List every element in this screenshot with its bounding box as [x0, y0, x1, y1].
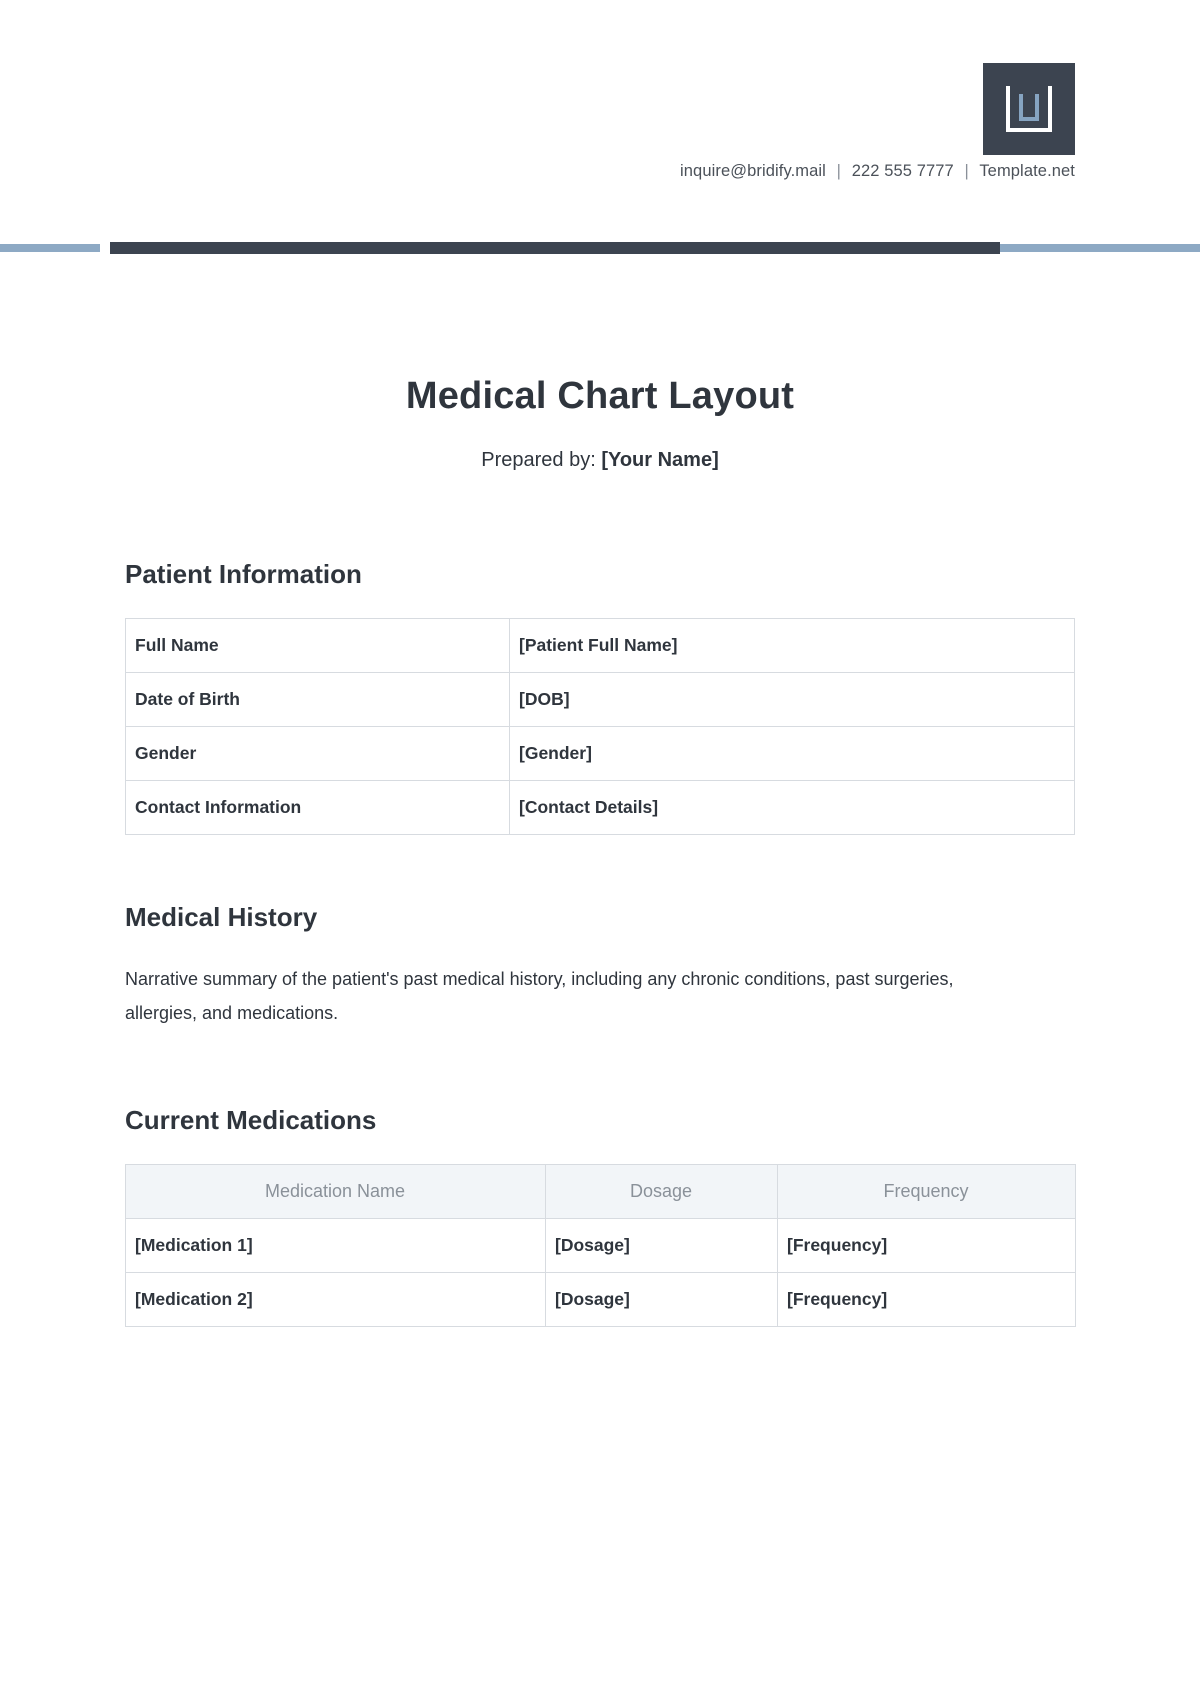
patient-field-value[interactable]: [Patient Full Name] — [510, 619, 1075, 673]
section-heading-patient-information: Patient Information — [125, 559, 362, 589]
column-header-medication-name: Medication Name — [126, 1165, 546, 1219]
contact-phone: 222 555 7777 — [851, 162, 954, 180]
contact-separator-2: | — [964, 162, 969, 180]
document-body — [0, 375, 1200, 1327]
medication-frequency-cell[interactable]: [Frequency] — [778, 1219, 1076, 1273]
medication-dosage-cell[interactable]: [Dosage] — [546, 1273, 778, 1327]
bridify-logo-icon — [983, 63, 1075, 155]
column-header-frequency: Frequency — [778, 1165, 1076, 1219]
patient-information-table — [125, 618, 1075, 835]
header-divider — [0, 242, 1200, 254]
prepared-by-label: Prepared by: — [481, 449, 596, 471]
column-header-dosage: Dosage — [546, 1165, 778, 1219]
section-heading-medical-history: Medical History — [125, 902, 318, 932]
medication-name-cell[interactable]: [Medication 2] — [126, 1273, 546, 1327]
page-title: Medical Chart Layout — [405, 375, 795, 417]
medical-history-text: Narrative summary of the patient's past medical history, including any chronic conditions, past surgeries, allergies, and medications. — [125, 969, 954, 1024]
patient-field-value[interactable]: [Gender] — [510, 727, 1075, 781]
patient-field-value[interactable]: [Contact Details] — [510, 781, 1075, 835]
divider-right-accent — [1000, 244, 1200, 252]
medication-name-cell[interactable]: [Medication 1] — [126, 1219, 546, 1273]
patient-field-label: Date of Birth — [126, 673, 510, 727]
patient-field-label: Contact Information — [126, 781, 510, 835]
table-row — [126, 619, 1075, 673]
table-row — [126, 673, 1075, 727]
header-contact-info — [680, 162, 1075, 181]
patient-field-label: Gender — [126, 727, 510, 781]
prepared-by-value: [Your Name] — [601, 449, 719, 471]
medication-frequency-cell[interactable]: [Frequency] — [778, 1273, 1076, 1327]
table-header-row — [126, 1165, 1076, 1219]
section-heading-current-medications: Current Medications — [125, 1105, 377, 1136]
contact-website: Template.net — [979, 162, 1075, 180]
current-medications-table — [125, 1164, 1076, 1327]
document-header — [0, 0, 1200, 252]
divider-left-accent — [0, 244, 100, 252]
medication-dosage-cell[interactable]: [Dosage] — [546, 1219, 778, 1273]
table-row — [126, 727, 1075, 781]
table-row — [126, 781, 1075, 835]
patient-field-label: Full Name — [126, 619, 510, 673]
table-row — [126, 1219, 1076, 1273]
contact-email: inquire@bridify.mail — [680, 162, 826, 180]
contact-separator-1: | — [836, 162, 842, 180]
patient-field-value[interactable]: [DOB] — [510, 673, 1075, 727]
divider-center-bar — [110, 242, 1000, 254]
prepared-by-line — [125, 449, 1075, 472]
table-row — [126, 1273, 1076, 1327]
